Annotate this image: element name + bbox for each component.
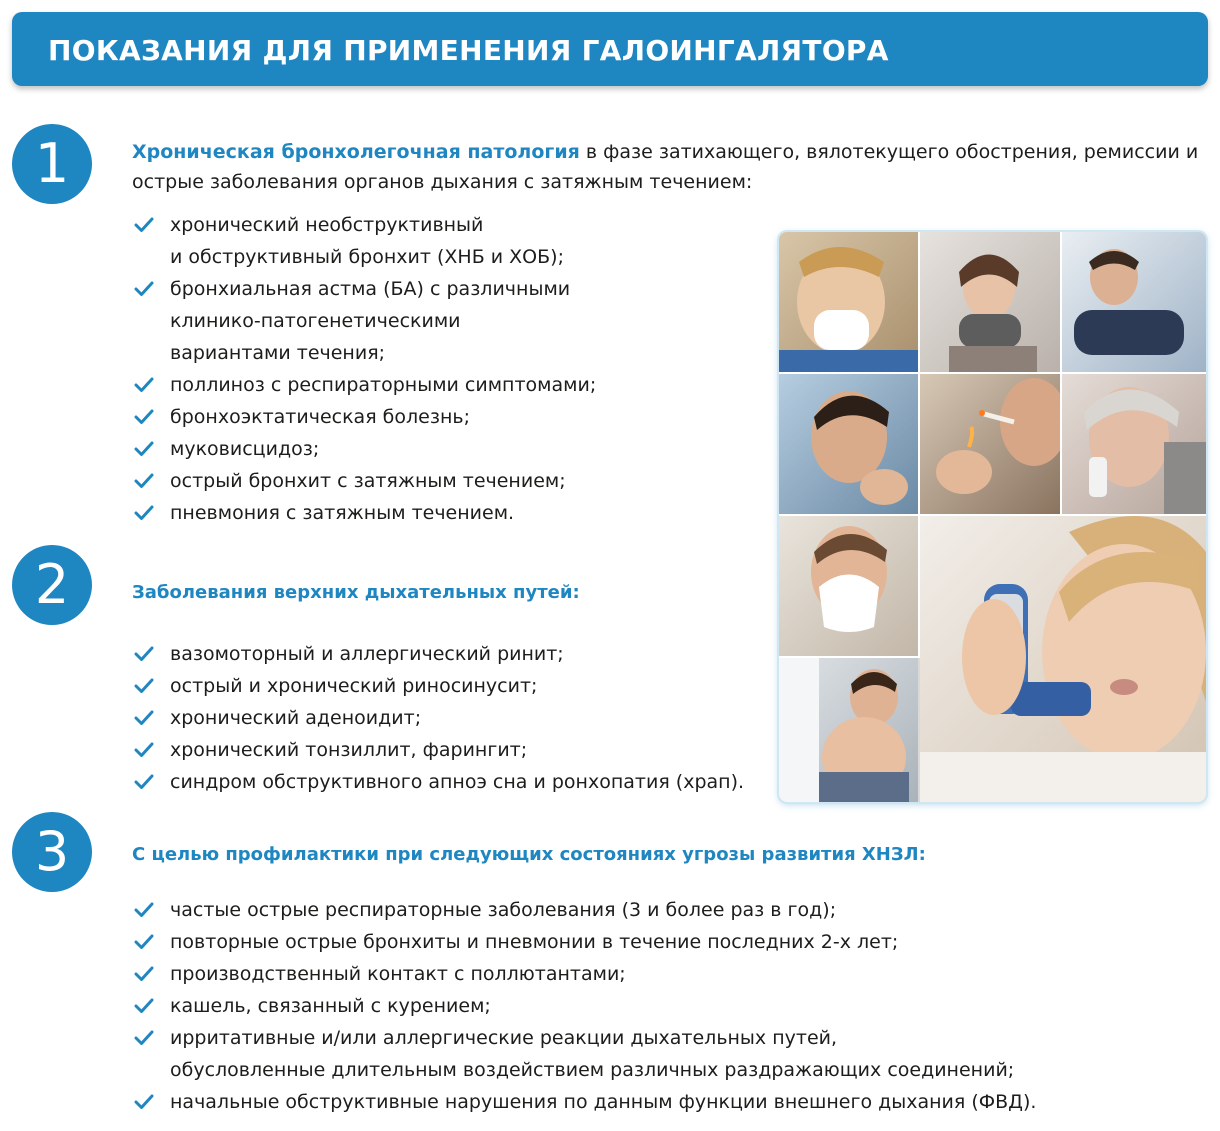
photo-man-coughing <box>779 374 918 514</box>
check-icon <box>134 710 154 726</box>
check-icon <box>134 646 154 662</box>
section-number-2: 2 <box>12 545 92 625</box>
list-item: муковисцидоз; <box>132 433 596 465</box>
check-icon <box>134 934 154 950</box>
list-item: производственный контакт с поллютантами; <box>132 958 1036 990</box>
photo-collage <box>779 232 1206 802</box>
photo-smoking <box>920 374 1068 514</box>
photo-woman-scarf <box>920 232 1060 372</box>
list-item: острый и хронический риносинусит; <box>132 670 744 702</box>
list-item: синдром обструктивного апноэ сна и ронхопатия (храп). <box>132 766 744 798</box>
list-item: поллиноз с респираторными симптомами; <box>132 369 596 401</box>
section1-intro-line1: в фазе затихающего, вялотекущего обострения, ремиссии и <box>579 141 1199 163</box>
list-item: хронический аденоидит; <box>132 702 744 734</box>
check-icon <box>134 217 154 233</box>
check-icon <box>134 441 154 457</box>
section2-list <box>132 638 744 798</box>
list-item-continuation: клинико-патогенетическими <box>170 310 461 332</box>
photo-boy-doctor <box>779 658 918 802</box>
list-item: начальные обструктивные нарушения по данным функции внешнего дыхания (ФВД). <box>132 1086 1036 1118</box>
section-number-1: 1 <box>12 124 92 204</box>
check-icon <box>134 774 154 790</box>
section3-list <box>132 894 1036 1118</box>
check-icon <box>134 966 154 982</box>
list-item: повторные острые бронхиты и пневмонии в течение последних 2-х лет; <box>132 926 1036 958</box>
check-icon <box>134 505 154 521</box>
section1-list <box>132 209 596 529</box>
section2-title: Заболевания верхних дыхательных путей: <box>132 582 580 603</box>
list-item: бронхоэктатическая болезнь; <box>132 401 596 433</box>
list-item-continuation: обусловленные длительным воздействием различных раздражающих соединений; <box>170 1059 1015 1081</box>
list-item: вазомоторный и аллергический ринит; <box>132 638 744 670</box>
section-number-3: 3 <box>12 812 92 892</box>
check-icon <box>134 473 154 489</box>
section3-title: С целью профилактики при следующих состояниях угрозы развития ХНЗЛ: <box>132 844 926 865</box>
check-icon <box>134 1094 154 1110</box>
check-icon <box>134 281 154 297</box>
check-icon <box>134 902 154 918</box>
section1-intro <box>132 137 1198 197</box>
title-banner <box>12 12 1208 86</box>
check-icon <box>134 678 154 694</box>
list-item: хронический необструктивный <box>132 209 596 241</box>
check-icon <box>134 742 154 758</box>
photo-woman-inhaler <box>920 516 1206 802</box>
list-item-continuation: и обструктивный бронхит (ХНБ и ХОБ); <box>170 246 564 268</box>
list-item: острый бронхит с затяжным течением; <box>132 465 596 497</box>
list-item: частые острые респираторные заболевания (3 и более раз в год); <box>132 894 1036 926</box>
list-item: хронический тонзиллит, фарингит; <box>132 734 744 766</box>
section1-intro-highlight: Хроническая бронхолегочная патология <box>132 141 580 163</box>
list-item: ирритативные и/или аллергические реакции дыхательных путей, <box>132 1022 1036 1054</box>
section1-intro-line2: острые заболевания органов дыхания с затяжным течением: <box>132 171 753 193</box>
check-icon <box>134 1030 154 1046</box>
list-item: пневмония с затяжным течением. <box>132 497 596 529</box>
check-icon <box>134 998 154 1014</box>
list-item: кашель, связанный с курением; <box>132 990 1036 1022</box>
page-title: ПОКАЗАНИЯ ДЛЯ ПРИМЕНЕНИЯ ГАЛОИНГАЛЯТОРА <box>48 34 889 67</box>
check-icon <box>134 409 154 425</box>
photo-man-bed <box>1062 232 1206 372</box>
check-icon <box>134 377 154 393</box>
photo-man-tissue <box>779 516 918 656</box>
list-item-continuation: вариантами течения; <box>170 342 386 364</box>
photo-elderly-nasal-spray <box>1062 374 1206 514</box>
photo-child-nose <box>779 232 918 372</box>
list-item: бронхиальная астма (БА) с различными <box>132 273 596 305</box>
